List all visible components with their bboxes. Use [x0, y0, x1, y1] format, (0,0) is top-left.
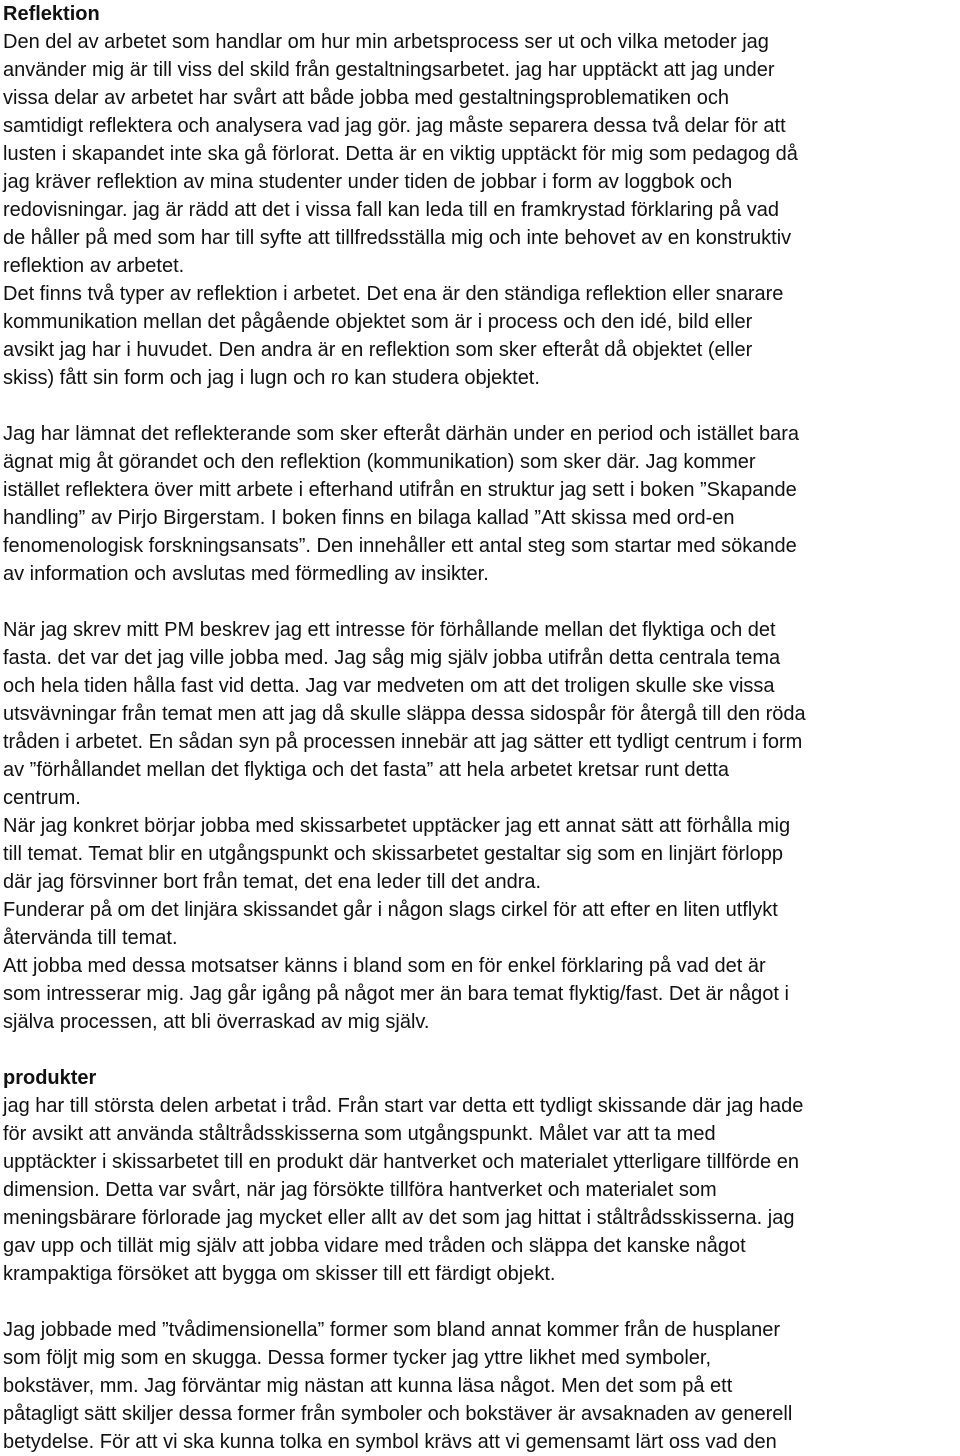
text-line: skiss) fått sin form och jag i lugn och ro kan studera objektet. [3, 367, 540, 389]
text-line: jag kräver reflektion av mina studenter under tiden de jobbar i form av loggbok och [3, 171, 733, 193]
document-page [3, 0, 958, 1456]
text-line: samtidigt reflektera och analysera vad jag gör. jag måste separera dessa två delar för att [3, 115, 786, 137]
text-line: ägnat mig åt görandet och den reflektion (kommunikation) som sker där. Jag kommer [3, 451, 756, 473]
section-reflektion [3, 0, 958, 392]
text-line: upptäckter i skissarbetet till en produkt där hantverket och materialet ytterligare tillförde en [3, 1151, 799, 1173]
paragraph-spacer [3, 588, 958, 616]
text-line: som följt mig som en skugga. Dessa former tycker jag yttre likhet med symboler, [3, 1347, 712, 1369]
text-line: kommunikation mellan det pågående objektet som är i process och den idé, bild eller [3, 311, 753, 333]
paragraph-spacer [3, 392, 958, 420]
text-line: fenomenologisk forskningsansats”. Den innehåller ett antal steg som startar med sökande [3, 535, 797, 557]
text-line: själva processen, att bli överraskad av mig själv. [3, 1011, 430, 1033]
paragraph-birgerstam [3, 420, 958, 588]
text-line: utsvävningar från temat men att jag då skulle släppa dessa sidospår för återgå till den röda [3, 703, 806, 725]
text-line: När jag konkret börjar jobba med skissarbetet upptäcker jag ett annat sätt att förhålla mig [3, 815, 791, 837]
section-produkter [3, 1064, 958, 1288]
text-line: handling” av Pirjo Birgerstam. I boken finns en bilaga kallad ”Att skissa med ord-en [3, 507, 735, 529]
text-line: bokstäver, mm. Jag förväntar mig nästan att kunna läsa något. Men det som på ett [3, 1375, 733, 1397]
text-line: använder mig är till viss del skild från gestaltningsarbetet. jag har upptäckt att jag under [3, 59, 775, 81]
text-line: Den del av arbetet som handlar om hur min arbetsprocess ser ut och vilka metoder jag [3, 31, 769, 53]
text-line: Det finns två typer av reflektion i arbetet. Det ena är den ständiga reflektion eller snarare [3, 283, 784, 305]
text-line: som intresserar mig. Jag går igång på något mer än bara temat flyktig/fast. Det är något i [3, 983, 789, 1005]
section-heading-reflektion: Reflektion [3, 3, 100, 25]
text-line: jag har till största delen arbetat i tråd. Från start var detta ett tydligt skissande där jag hade [3, 1095, 804, 1117]
paragraph-pm-theme [3, 616, 958, 1036]
text-line: redovisningar. jag är rädd att det i vissa fall kan leda till en framkrystad förklaring på vad [3, 199, 779, 221]
text-line: påtagligt sätt skiljer dessa former från symboler och bokstäver är avsaknaden av generell [3, 1403, 793, 1425]
text-line: återvända till temat. [3, 927, 178, 949]
text-line: meningsbärare förlorade jag mycket eller allt av det som jag hittat i ståltrådsskisserna. jag [3, 1207, 795, 1229]
section-heading-produkter: produkter [3, 1067, 97, 1089]
text-line: Funderar på om det linjära skissandet går i någon slags cirkel för att efter en liten utflykt [3, 899, 778, 921]
paragraph-spacer [3, 1036, 958, 1064]
text-line: istället reflektera över mitt arbete i efterhand utifrån en struktur jag sett i boken ”Skapande [3, 479, 797, 501]
text-line: och hela tiden hålla fast vid detta. Jag var medveten om att det troligen skulle ske vissa [3, 675, 775, 697]
text-line: Att jobba med dessa motsatser känns i bland som en för enkel förklaring på vad det är [3, 955, 766, 977]
text-line: centrum. [3, 787, 81, 809]
text-line: tråden i arbetet. En sådan syn på processen innebär att jag sätter ett tydligt centrum i form [3, 731, 803, 753]
paragraph-spacer [3, 1288, 958, 1316]
text-line: av information och avslutas med förmedling av insikter. [3, 563, 489, 585]
text-line: där jag försvinner bort från temat, det ena leder till det andra. [3, 871, 542, 893]
text-line: till temat. Temat blir en utgångspunkt och skissarbetet gestaltar sig som en linjärt förlopp [3, 843, 784, 865]
text-line: Jag har lämnat det reflekterande som sker efteråt därhän under en period och istället bara [3, 423, 800, 445]
text-line: gav upp och tillät mig själv att jobba vidare med tråden och släppa det kanske något [3, 1235, 746, 1257]
text-line: krampaktiga försöket att bygga om skisser till ett färdigt objekt. [3, 1263, 556, 1285]
paragraph-tvadimensionella [3, 1316, 958, 1456]
text-line: vissa delar av arbetet har svårt att både jobba med gestaltningsproblematiken och [3, 87, 729, 109]
text-line: betydelse. För att vi ska kunna tolka en symbol krävs att vi gemensamt lärt oss vad den [3, 1431, 777, 1453]
text-line: av ”förhållandet mellan det flyktiga och det fasta” att hela arbetet kretsar runt detta [3, 759, 729, 781]
text-line: fasta. det var det jag ville jobba med. Jag såg mig själv jobba utifrån detta centrala tema [3, 647, 781, 669]
text-line: När jag skrev mitt PM beskrev jag ett intresse för förhållande mellan det flyktiga och det [3, 619, 776, 641]
text-line: avsikt jag har i huvudet. Den andra är en reflektion som sker efteråt då objektet (eller [3, 339, 753, 361]
text-line: lusten i skapandet inte ska gå förlorat. Detta är en viktig upptäckt för mig som pedagog då [3, 143, 798, 165]
text-line: de håller på med som har till syfte att tillfredsställa mig och inte behovet av en konstruktiv [3, 227, 792, 249]
text-line: Jag jobbade med ”tvådimensionella” former som bland annat kommer från de husplaner [3, 1319, 781, 1341]
text-line: dimension. Detta var svårt, när jag försökte tillföra hantverket och materialet som [3, 1179, 717, 1201]
text-line: för avsikt att använda ståltrådsskisserna som utgångspunkt. Målet var att ta med [3, 1123, 716, 1145]
text-line: reflektion av arbetet. [3, 255, 185, 277]
